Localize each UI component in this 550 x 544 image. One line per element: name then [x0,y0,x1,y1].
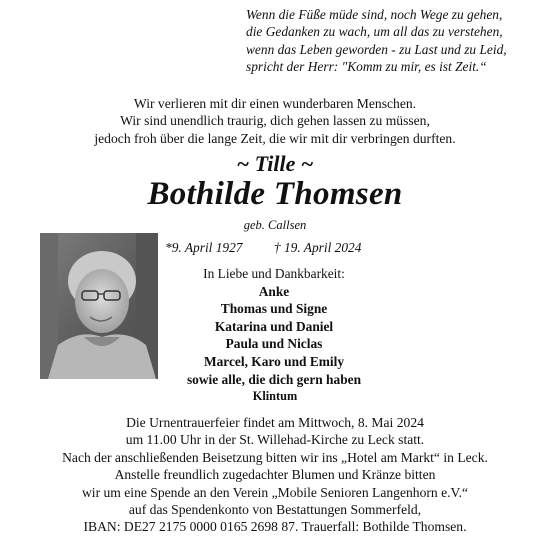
portrait-photo [40,233,158,379]
poem [246,6,546,76]
mourner-name: Katarina und Daniel [214,318,334,334]
birth-name: geb. Callsen [243,218,307,232]
mourner-name: sowie alle, die dich gern haben [186,371,362,387]
mourner-name: Paula und Niclas [225,336,323,352]
poem-line: die Gedanken zu wach, um all das zu verstehen, [246,24,503,40]
intro-line: Wir verlieren mit dir einen wunderbaren Menschen. [133,96,417,111]
intro-text [0,95,550,147]
place: Klintum [252,389,298,403]
mourner-name: Marcel, Karo und Emily [203,353,345,369]
cross-icon: † [273,240,281,255]
donation-line: auf das Spendenkonto von Bestattungen Sommerfeld, [128,502,422,518]
death-date: 19. April 2024 [283,240,362,255]
service-info [0,414,550,536]
life-dates [165,240,361,256]
mourner-name: Thomas und Signe [220,301,328,317]
portrait-image [40,233,158,379]
intro-line: Wir sind unendlich traurig, dich gehen lassen zu müssen, [120,113,430,129]
mourners-lead: In Liebe und Dankbarkeit: [203,266,345,281]
donation-line: Anstelle freundlich zugedachter Blumen und Kränze bitten [114,467,436,483]
deceased-name: Bothilde Thomsen [147,176,403,212]
birth-date: 9. April 1927 [171,240,243,255]
poem-line: wenn das Leben geworden - zu Last und zu Leid, [246,41,507,57]
poem-line: Wenn die Füße müde sind, noch Wege zu gehen, [246,7,503,22]
reception-line: Nach der anschließenden Beisetzung bitten wir ins „Hotel am Markt“ in Leck. [62,449,488,465]
poem-line: spricht der Herr: "Komm zu mir, es ist Zeit.“ [246,59,487,75]
star-icon: * [165,240,172,255]
donation-line: IBAN: DE27 2175 0000 0165 2698 87. Trauerfall: Bothilde Thomsen. [83,519,467,535]
mourners-block [165,265,383,388]
intro-line: jedoch froh über die lange Zeit, die wir mit dir verbringen durften. [94,130,456,146]
ceremony-line: Die Urnentrauerfeier findet am Mittwoch, 8. Mai 2024 [126,415,424,430]
donation-line: wir um eine Spende an den Verein „Mobile Senioren Langenhorn e.V.“ [81,484,469,500]
nickname: ~ Tille ~ [236,151,314,176]
ceremony-line: um 11.00 Uhr in der St. Willehad-Kirche zu Leck statt. [125,432,425,448]
mourner-name: Anke [258,283,290,299]
